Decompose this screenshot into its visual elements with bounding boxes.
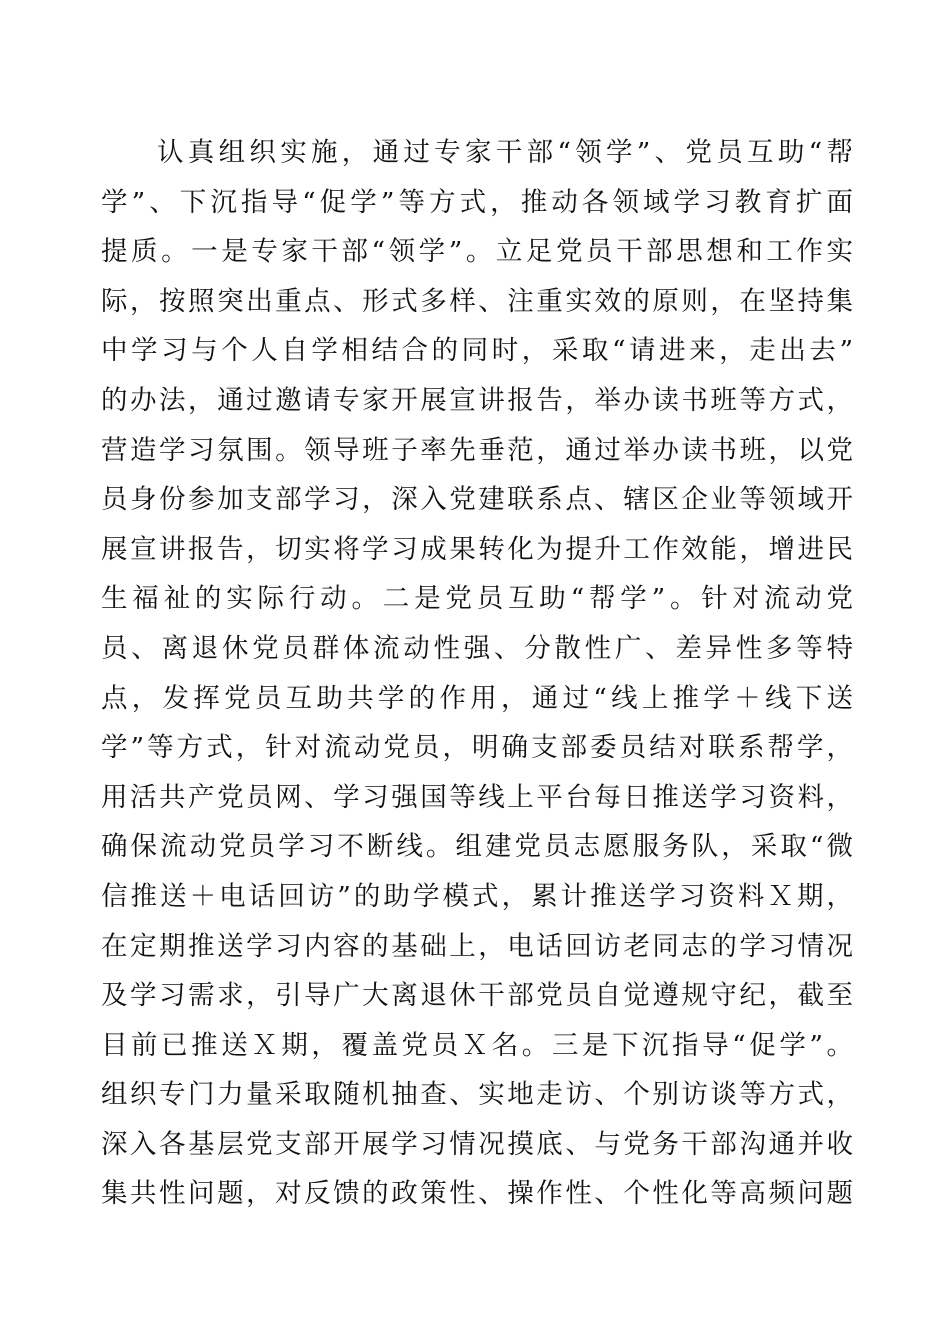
text-line: 生福祉的实际行动。二是党员互助“帮学”。针对流动党: [101, 583, 853, 615]
body-paragraph: [101, 128, 853, 1219]
text-line: 及学习需求，引导广大离退休干部党员自觉遵规守纪，截至: [101, 980, 853, 1012]
text-line: 营造学习氛围。领导班子率先垂范，通过举办读书班，以党: [101, 434, 853, 466]
text-line: 认真组织实施，通过专家干部“领学”、党员互助“帮: [157, 137, 853, 168]
text-line: 点，发挥党员互助共学的作用，通过“线上推学＋线下送: [101, 682, 853, 714]
text-line: 组织专门力量采取随机抽查、实地走访、个别访谈等方式，: [101, 1079, 853, 1111]
text-line: 员、离退休党员群体流动性强、分散性广、差异性多等特: [101, 632, 853, 664]
text-line: 中学习与个人自学相结合的同时，采取“请进来，走出去”: [101, 335, 853, 367]
text-line: 的办法，通过邀请专家开展宣讲报告，举办读书班等方式，: [101, 384, 853, 416]
text-line: 际，按照突出重点、形式多样、注重实效的原则，在坚持集: [101, 285, 853, 317]
text-line: 展宣讲报告，切实将学习成果转化为提升工作效能，增进民: [101, 533, 853, 565]
text-line: 提质。一是专家干部“领学”。立足党员干部思想和工作实: [101, 236, 853, 268]
text-line: 信推送＋电话回访”的助学模式，累计推送学习资料Ｘ期，: [101, 880, 853, 912]
text-line: 在定期推送学习内容的基础上，电话回访老同志的学习情况: [101, 930, 853, 962]
text-line: 用活共产党员网、学习强国等线上平台每日推送学习资料，: [101, 781, 853, 813]
text-line: 员身份参加支部学习，深入党建联系点、辖区企业等领域开: [101, 484, 853, 516]
text-line: 学”、下沉指导“促学”等方式，推动各领域学习教育扩面: [101, 186, 853, 218]
text-line: 确保流动党员学习不断线。组建党员志愿服务队，采取“微: [101, 831, 853, 863]
text-line: 深入各基层党支部开展学习情况摸底、与党务干部沟通并收: [101, 1128, 853, 1160]
text-line: 目前已推送Ｘ期，覆盖党员Ｘ名。三是下沉指导“促学”。: [101, 1029, 853, 1061]
text-line: 集共性问题，对反馈的政策性、操作性、个性化等高频问题: [101, 1178, 853, 1210]
text-line: 学”等方式，针对流动党员，明确支部委员结对联系帮学，: [101, 732, 853, 764]
